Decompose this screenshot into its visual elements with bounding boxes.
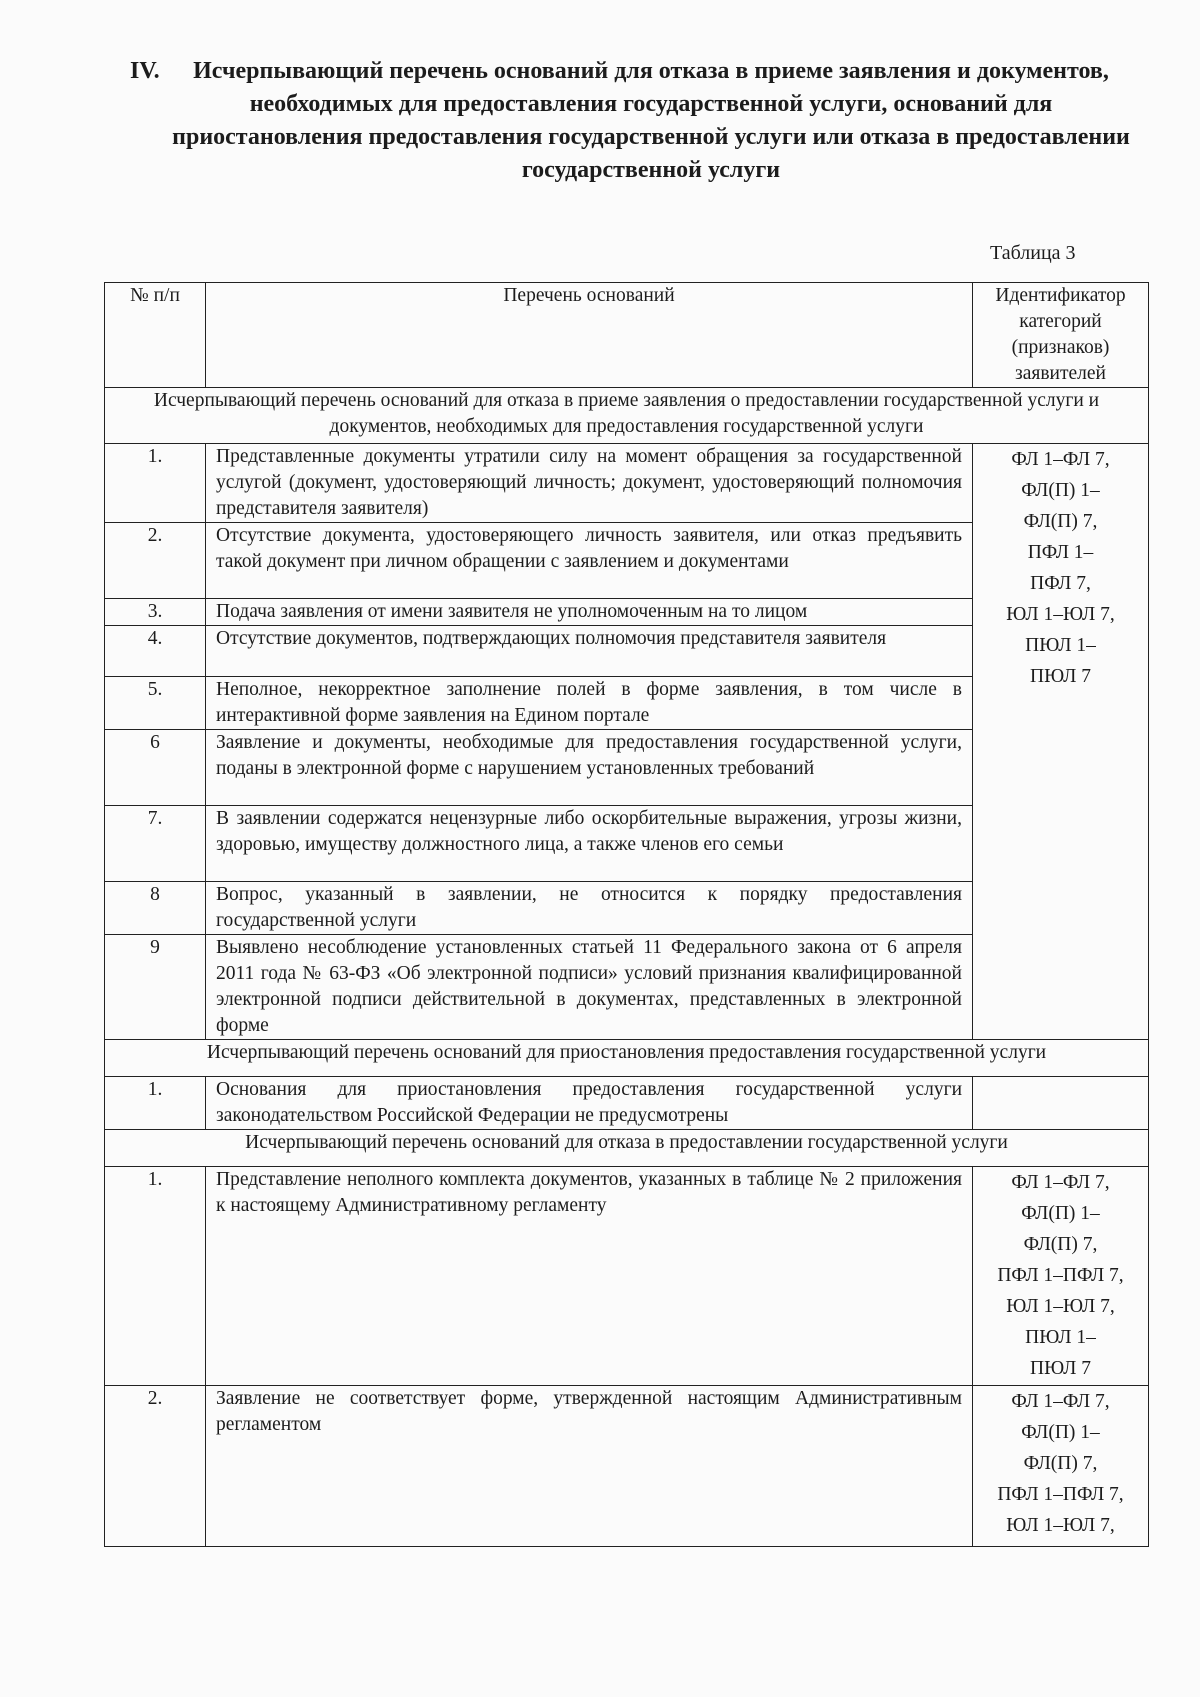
table-row [105, 1386, 1149, 1547]
row-number: 5. [105, 677, 206, 730]
row-reason: Отсутствие документа, удостоверяющего личность заявителя, или отказ предъявить такой документ при личном обращении с заявлением и документами [206, 523, 973, 599]
row-reason: Выявлено несоблюдение установленных статьей 11 Федерального закона от 6 апреля 2011 года № 63-ФЗ «Об электронной подписи» условий признания квалифицированной электронной подписи действительной в документах, представленных в электронной форме [206, 935, 973, 1040]
row-reason: Основания для приостановления предоставления государственной услуги законодательством Российской Федерации не предусмотрены [206, 1077, 973, 1130]
group-title: Исчерпывающий перечень оснований для приостановления предоставления государственной услуги [105, 1040, 1149, 1077]
row-number: 9 [105, 935, 206, 1040]
row-number: 3. [105, 599, 206, 626]
table-row [105, 1167, 1149, 1386]
row-number: 6 [105, 730, 206, 806]
category-item: ЮЛ 1–ЮЛ 7, [1006, 1296, 1115, 1317]
header-categories: Идентификатор категорий (признаков) заявителей [973, 283, 1149, 388]
row-categories [973, 1077, 1149, 1130]
row-reason: Отсутствие документов, подтверждающих полномочия представителя заявителя [206, 626, 973, 677]
row-reason: В заявлении содержатся нецензурные либо оскорбительные выражения, угрозы жизни, здоровью, имуществу должностного лица, а также членов его семьи [206, 806, 973, 882]
category-item: ПЮЛ 1– [1025, 1327, 1096, 1348]
group-header-row [105, 1040, 1149, 1077]
category-item: ФЛ(П) 7, [1023, 511, 1098, 532]
category-item: ФЛ(П) 1– [1021, 480, 1100, 501]
row-reason: Заявление и документы, необходимые для предоставления государственной услуги, поданы в электронной форме с нарушением установленных требований [206, 730, 973, 806]
row-number: 7. [105, 806, 206, 882]
row-number: 1. [105, 1077, 206, 1130]
row-reason: Заявление не соответствует форме, утвержденной настоящим Административным регламентом [206, 1386, 973, 1547]
grounds-table [104, 282, 1149, 1547]
table-caption: Таблица 3 [990, 242, 1076, 264]
group-header-row [105, 1130, 1149, 1167]
category-item: ПЮЛ 1– [1025, 635, 1096, 656]
section-title: Исчерпывающий перечень оснований для отказа в приеме заявления и документов, необходимых для предоставления государственной услуги, оснований для приостановления предоставления государственной услуги или отказа в предоставлении государственной услуги [172, 58, 1130, 183]
row-number: 1. [105, 444, 206, 523]
header-reasons: Перечень оснований [206, 283, 973, 388]
table-row [105, 1077, 1149, 1130]
row-categories [973, 444, 1149, 1040]
row-reason: Неполное, некорректное заполнение полей в форме заявления, в том числе в интерактивной форме заявления на Едином портале [206, 677, 973, 730]
table-row [105, 444, 1149, 523]
category-item: ФЛ 1–ФЛ 7, [1011, 449, 1110, 470]
row-reason: Представление неполного комплекта документов, указанных в таблице № 2 приложения к настоящему Административному регламенту [206, 1167, 973, 1386]
category-item: ПФЛ 1–ПФЛ 7, [997, 1265, 1124, 1286]
category-item: ФЛ(П) 1– [1021, 1203, 1100, 1224]
row-reason: Представленные документы утратили силу на момент обращения за государственной услугой (документ, удостоверяющий личность; документ, удостоверяющий полномочия представителя заявителя) [206, 444, 973, 523]
category-item: ПФЛ 7, [1030, 573, 1091, 594]
row-number: 8 [105, 882, 206, 935]
category-item: ФЛ(П) 1– [1021, 1422, 1100, 1443]
category-item: ЮЛ 1–ЮЛ 7, [1006, 604, 1115, 625]
category-item: ФЛ 1–ФЛ 7, [1011, 1391, 1110, 1412]
category-item: ФЛ(П) 7, [1023, 1453, 1098, 1474]
category-item: ФЛ 1–ФЛ 7, [1011, 1172, 1110, 1193]
row-categories [973, 1167, 1149, 1386]
category-item: ПЮЛ 7 [1029, 666, 1091, 687]
row-categories [973, 1386, 1149, 1547]
row-number: 2. [105, 1386, 206, 1547]
category-item: ПФЛ 1–ПФЛ 7, [997, 1484, 1124, 1505]
group-title: Исчерпывающий перечень оснований для отказа в предоставлении государственной услуги [105, 1130, 1149, 1167]
category-item: ПЮЛ 7 [1029, 1358, 1091, 1379]
row-number: 2. [105, 523, 206, 599]
group-header-row [105, 388, 1149, 444]
category-item: ЮЛ 1–ЮЛ 7, [1006, 1515, 1115, 1536]
category-item: ФЛ(П) 7, [1023, 1234, 1098, 1255]
row-number: 4. [105, 626, 206, 677]
header-number: № п/п [105, 283, 206, 388]
group-title: Исчерпывающий перечень оснований для отказа в приеме заявления о предоставлении государственной услуги и документов, необходимых для предоставления государственной услуги [105, 388, 1149, 444]
category-item: ПФЛ 1– [1027, 542, 1094, 563]
row-number: 1. [105, 1167, 206, 1386]
row-reason: Подача заявления от имени заявителя не уполномоченным на то лицом [206, 599, 973, 626]
row-reason: Вопрос, указанный в заявлении, не относится к порядку предоставления государственной услуги [206, 882, 973, 935]
section-number: IV. [130, 58, 160, 84]
table-header-row [105, 283, 1149, 388]
